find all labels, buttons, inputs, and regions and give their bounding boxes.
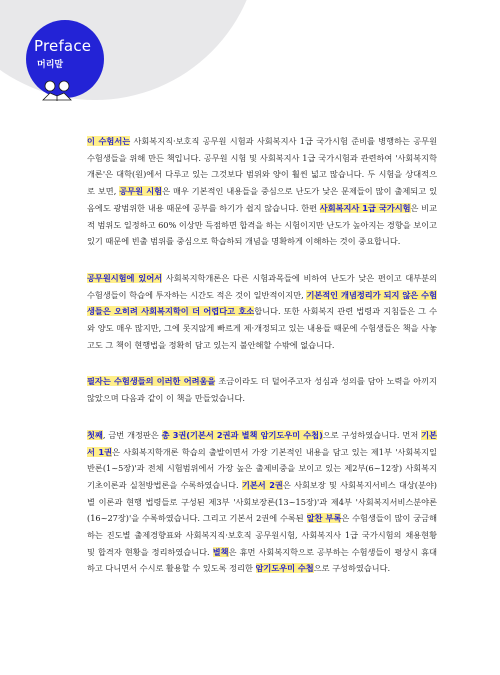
paragraph-1 [87,133,437,250]
highlighted-phrase: 암기도우미 수첩 [255,563,314,574]
highlighted-phrase: 알찬 부록 [306,513,342,524]
text-run: 은 수험생들이 많이 궁금해하는 진도별 출제경향표와 사회복지직·보호직 공무원시험, 사회복지사 1급 국가시험의 채용현황 및 합격자 현황을 정리하였습니다. [87,513,437,557]
text-run: 은 휴먼 사회복지학으로 공부하는 수험생들이 평상시 휴대하고 다니면서 수시로 활용할 수 있도록 정리한 [87,546,438,574]
preface-subtitle: 머리말 [37,60,64,70]
highlighted-phrase: 총 3권(기본서 2권과 별책 암기도우미 수첩) [161,429,323,440]
highlighted-phrase: 첫째 [87,429,103,440]
highlighted-phrase: 필자는 수험생들의 이러한 어려움을 [87,376,216,387]
paragraph-2 [87,270,437,354]
text-run: 은 매우 기본적인 내용들을 중심으로 난도가 낮은 문제들이 많이 출제되고 있음에도 광범위한 내용 때문에 공부를 하기가 쉽지 않습니다. 한편 [87,186,437,213]
highlighted-phrase: 사회복지사 1급 국가시험 [319,202,411,213]
preface-body [87,133,437,597]
text-run: 은 사회복지학개론 학습의 출발이면서 가장 기본적인 내용을 담고 있는 제1부 '사회복지일반론(1~5장)'과 전체 시험범위에서 가장 높은 출제비중을 보이고 있는 제2부(6~12장) 사회복지기초이론과 실천방법론을 수록하였습니다. [87,446,437,490]
text-run: 사회복지학개론은 다른 시험과목들에 비하여 난도가 낮은 편이고 대부분의 수험생들이 학습에 투자하는 시간도 적은 것이 일반적이지만, [87,272,437,300]
preface-title: Preface [34,37,92,55]
text-run: , 금번 개정판은 [102,429,162,440]
paragraph-4 [87,427,437,577]
paragraph-3 [87,373,437,406]
highlighted-phrase: 별책 [212,546,229,557]
highlighted-phrase: 기본서 1권 [87,429,437,457]
highlighted-phrase: 기본적인 개념정리가 되지 않은 수험생들은 오히려 사회복지학이 더 어렵다고 호소 [87,289,437,317]
text-run: 으로 구성하였습니다. [313,563,391,574]
text-run: 합니다. 또한 사회복지 관련 법령과 지침들은 그 수와 양도 매우 많지만, 그에 못지않게 빠르게 제·개정되고 있는 내용들 때문에 수험생들은 책을 사놓고도 그 책이 현행법을 정확히 담고 있는지 불안해할 수밖에 없습니다. [87,306,437,350]
highlighted-phrase: 공무원 시험 [119,186,163,197]
text-run: 은 사회보장 및 사회복지서비스 대상(분야)별 이론과 현행 법령들로 구성된 제3부 '사회보장론(13~15장)'과 제4부 '사회복지서비스분야론(16~27장)'을 수록하였습니다. 그리고 기본서 2권에 수록된 [87,479,437,524]
reading-children-icon [40,80,76,102]
text-run: 으로 구성하였습니다. 먼저 [322,429,422,440]
highlighted-phrase: 공무원시험에 있어서 [87,272,163,283]
text-run: 조금이라도 더 덜어주고자 성심과 성의를 담아 노력을 아끼지 않았으며 다음과 같이 이 책을 만들었습니다. [87,376,437,404]
highlighted-phrase: 기본서 2권 [241,479,283,490]
text-run: 사회복지직·보호직 공무원 시험과 사회복지사 1급 국가시험 준비를 병행하는 공무원 수험생들을 위해 만든 책입니다. 공무원 시험 및 사회복지사 1급 국가시험과 관련하여 '사회복지학개론'은 대학(원)에서 다루고 있는 그것보다 범위와 양이 훨씬 넓고 많습니다. 두 시험을 상대적으로 보면, [87,136,437,197]
highlighted-phrase: 이 수험서는 [87,136,131,146]
text-run: 은 비교적 범위도 일정하고 60% 이상만 득점하면 합격을 하는 시험이지만 난도가 높아지는 경향을 보이고 있기 때문에 빈출 범위를 중심으로 학습하되 개념을 명확하게 이해하는 것이 중요합니다. [87,202,437,247]
